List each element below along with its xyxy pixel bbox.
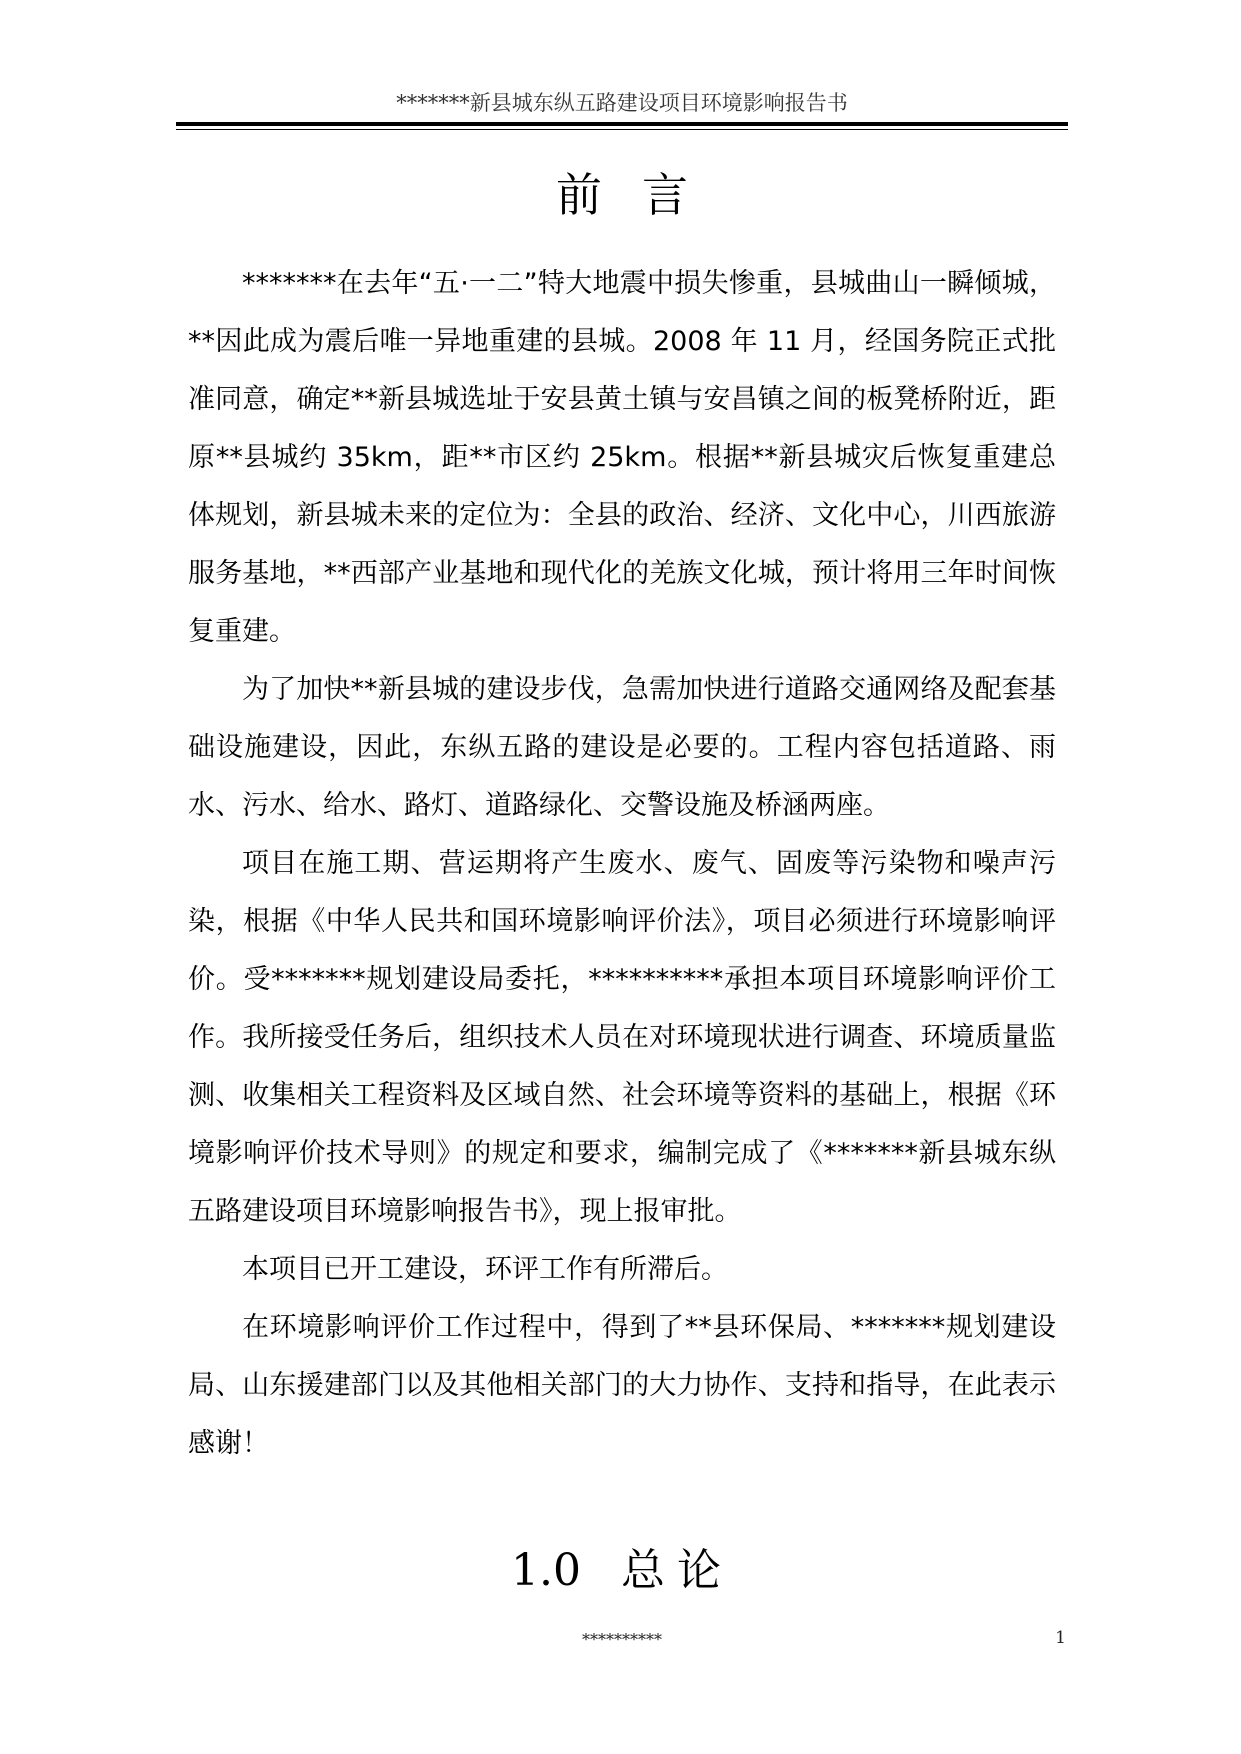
- preface-paragraph-3: 项目在施工期、营运期将产生废水、废气、固废等污染物和噪声污染，根据《中华人民共和国环境影响评价法》，项目必须进行环境影响评价。受*******规划建设局委托，**********承担本项目环境影响评价工作。我所接受任务后，组织技术人员在对环境现状进行调查、环境质量监测、收集相关工程资料及区域自然、社会环境等资料的基础上，根据《环境影响评价技术导则》的规定和要求，编制完成了《*******新县城东纵五路建设项目环境影响报告书》，现上报审批。: [188, 848, 1056, 1227]
- section-title: 总论: [620, 1545, 733, 1596]
- section-heading: [176, 1536, 1068, 1606]
- header-rule-thick: [176, 122, 1068, 126]
- preface-title: 前言: [556, 168, 728, 222]
- header-rule-thin: [176, 129, 1068, 130]
- preface-paragraph-1: *******在去年“五·一二”特大地震中损失惨重，县城曲山一瞬倾城，**因此成为震后唯一异地重建的县城。2008 年 11 月，经国务院正式批准同意，确定**新县城选址于安县黄土镇与安昌镇之间的板凳桥附近，距原**县城约 35km，距**市区约 25km。根据**新县城灾后恢复重建总体规划，新县城未来的定位为：全县的政治、经济、文化中心，川西旅游服务基地，**西部产业基地和现代化的羌族文化城，预计将用三年时间恢复重建。: [188, 268, 1056, 647]
- page-header: *******新县城东纵五路建设项目环境影响报告书: [396, 91, 848, 115]
- preface-paragraph-5: 在环境影响评价工作过程中，得到了**县环保局、*******规划建设局、山东援建部门以及其他相关部门的大力协作、支持和指导，在此表示感谢！: [188, 1312, 1056, 1459]
- preface-paragraph-4: 本项目已开工建设，环评工作有所滞后。: [242, 1254, 728, 1285]
- page-number: 1: [1055, 1628, 1066, 1648]
- preface-body: [188, 255, 1056, 1473]
- section-number: 1.0: [511, 1545, 581, 1596]
- preface-paragraph-2: 为了加快**新县城的建设步伐，急需加快进行道路交通网络及配套基础设施建设，因此，东纵五路的建设是必要的。工程内容包括道路、雨水、污水、给水、路灯、道路绿化、交警设施及桥涵两座。: [188, 674, 1056, 821]
- page-footer: **********: [582, 1630, 662, 1649]
